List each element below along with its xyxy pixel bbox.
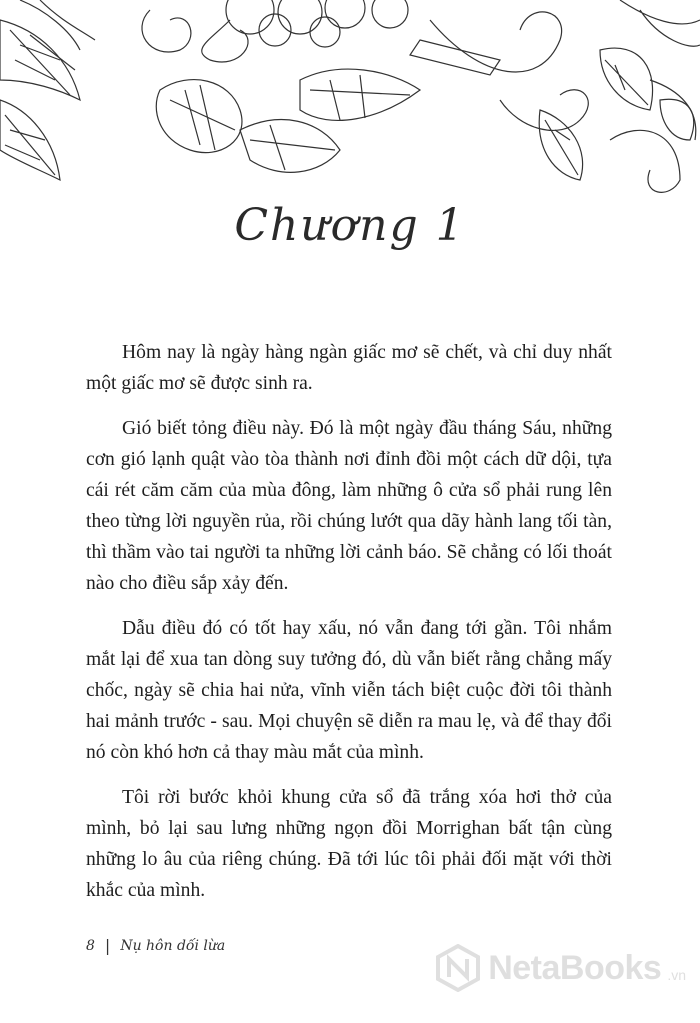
paragraph: Tôi rời bước khỏi khung cửa sổ đã trắng xóa hơi thở của mình, bỏ lại sau lưng những ngọn đồi Morrighan bất tận cùng những lo âu của riêng chúng. Đã tới lúc tôi phải đối mặt với thời khắc của mình.: [86, 787, 612, 901]
watermark-brand: NetaBooks: [488, 948, 662, 987]
netabooks-logo-icon: [434, 944, 482, 992]
page-footer: [86, 936, 225, 955]
body-text: [86, 337, 612, 920]
book-title: Nụ hôn dối lừa: [120, 937, 226, 954]
chapter-title: Chương 1: [234, 200, 466, 251]
footer-separator: |: [104, 936, 111, 955]
page-number: 8: [86, 937, 95, 954]
watermark-suffix: .vn: [667, 967, 686, 983]
paragraph: Dẫu điều đó có tốt hay xấu, nó vẫn đang tới gần. Tôi nhắm mắt lại để xua tan dòng suy tưởng đó, dù vẫn biết rằng chẳng mấy chốc, ngày sẽ chia hai nửa, vĩnh viễn tách biệt cuộc đời tôi thành hai mảnh trước - sau. Mọi chuyện sẽ diễn ra mau lẹ, và để thay đổi nó còn khó hơn cả thay màu mắt của mình.: [86, 618, 612, 763]
netabooks-watermark: [434, 944, 686, 992]
paragraph: Hôm nay là ngày hàng ngàn giấc mơ sẽ chết, và chỉ duy nhất một giấc mơ sẽ được sinh ra.: [86, 342, 612, 394]
floral-vine-illustration: [0, 0, 700, 215]
paragraph: Gió biết tỏng điều này. Đó là một ngày đầu tháng Sáu, những cơn gió lạnh quật vào tòa thành nơi đỉnh đồi một cách dữ dội, tựa cái rét căm căm của mùa đông, làm những ô cửa sổ phải rung lên theo từng lời nguyền rủa, rồi chúng lướt qua dãy hành lang tối tàn, thì thầm vào tai người ta những lời cảnh báo. Sẽ chẳng có lối thoát nào cho điều sắp xảy đến.: [86, 418, 612, 594]
